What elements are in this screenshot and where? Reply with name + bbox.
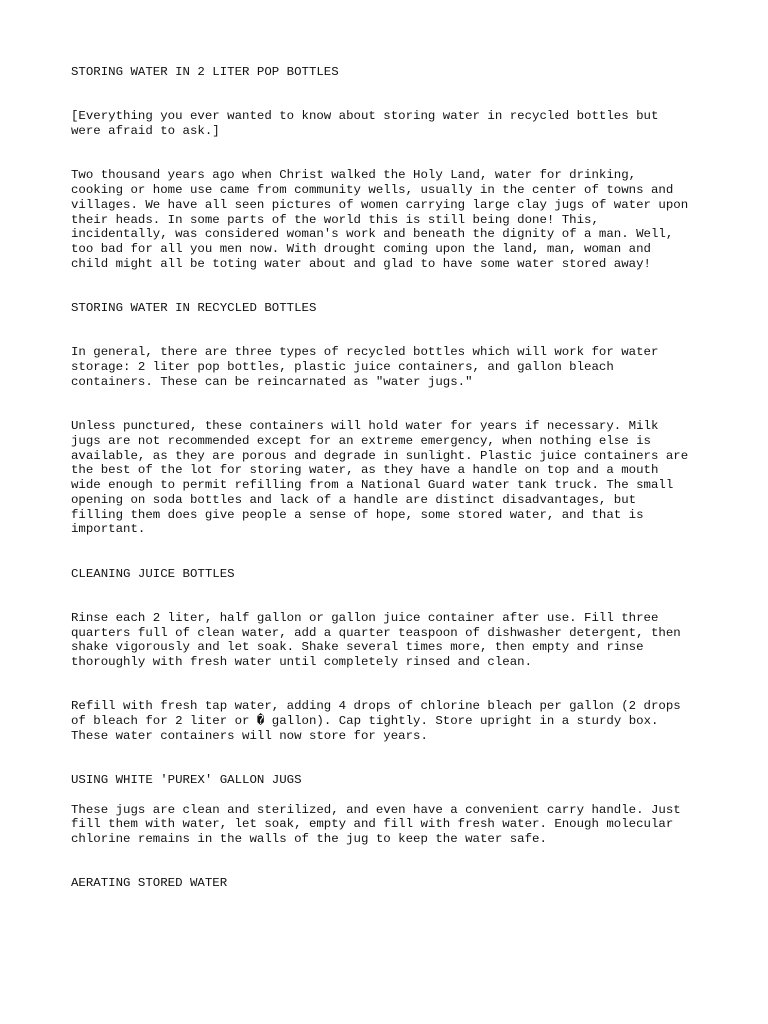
section-heading-cleaning: CLEANING JUICE BOTTLES [71, 566, 235, 581]
bottle-types-paragraph: In general, there are three types of recycled bottles which will work for water storage: 2 liter pop bottles, plastic juice containers, and gallon bleach containers. These can be reincarnated as "water jugs." [71, 345, 659, 389]
refill-paragraph: Refill with fresh tap water, adding 4 drops of chlorine bleach per gallon (2 drops of bleach for 2 liter or � gallon). Cap tightly. Store upright in a sturdy box. These water containers will now store for years. [71, 699, 681, 743]
section-heading-aerating: AERATING STORED WATER [71, 876, 228, 891]
intro-paragraph: [Everything you ever wanted to know about storing water in recycled bottles but were afraid to ask.] [71, 109, 659, 138]
purex-paragraph: These jugs are clean and sterilized, and even have a convenient carry handle. Just fill them with water, let soak, empty and fill with fresh water. Enough molecular chlorine remains in the walls of the jug to keep the water safe. [71, 802, 681, 846]
document-title: STORING WATER IN 2 LITER POP BOTTLES [71, 65, 339, 79]
history-paragraph: Two thousand years ago when Christ walked the Holy Land, water for drinking, cooking or home use came from community wells, usually in the center of towns and villages. We have all seen pictures of women carrying large clay jugs of water upon their heads. In some parts of the world this is still being done! This, incidentally, was considered woman's work and beneath the dignity of a man. Well, too bad for all you men now. With drought coming upon the land, man, woman and child might all be toting water about and glad to have some water stored away! [71, 168, 689, 271]
document-page [71, 65, 711, 891]
section-heading-recycled-bottles: STORING WATER IN RECYCLED BOTTLES [71, 301, 317, 315]
container-durability-paragraph: Unless punctured, these containers will hold water for years if necessary. Milk jugs are not recommended except for an extreme emergency, when nothing else is available, as they are porous and degrade in sunlight. Plastic juice containers are the best of the lot for storing water, as they have a handle on top and a mouth wide enough to permit refilling from a National Guard water tank truck. The small opening on soda bottles and lack of a handle are distinct disadvantages, but filling them does give people a sense of hope, some stored water, and that is important. [71, 419, 689, 537]
rinse-paragraph: Rinse each 2 liter, half gallon or gallon juice container after use. Fill three quarters full of clean water, add a quarter teaspoon of dishwasher detergent, then shake vigorously and let soak. Shake several times more, then empty and rinse thoroughly with fresh water until completely rinsed and clean. [71, 610, 681, 669]
section-heading-purex: USING WHITE 'PUREX' GALLON JUGS [71, 773, 302, 787]
